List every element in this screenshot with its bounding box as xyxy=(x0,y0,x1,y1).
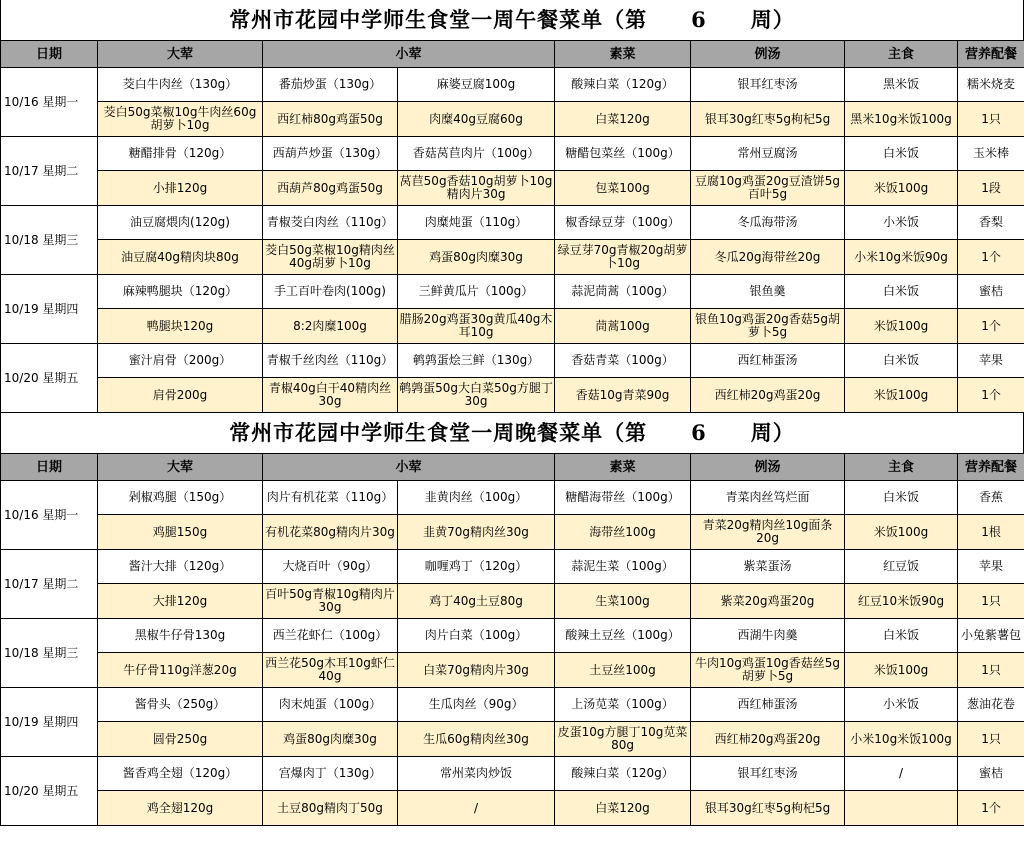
date-cell: 10/19 星期四 xyxy=(1,688,98,757)
side-meat-b-cell: 韭黄70g精肉丝30g xyxy=(398,515,555,550)
main-meat-cell: 剁椒鸡腿（150g） xyxy=(98,481,263,515)
side-meat-a-cell: 番茄炒蛋（130g） xyxy=(263,68,398,102)
soup-cell: 西红柿20g鸡蛋20g xyxy=(691,722,845,757)
main-meat-cell: 酱香鸡全翅（120g） xyxy=(98,757,263,791)
side-meat-b-cell: 常州菜肉炒饭 xyxy=(398,757,555,791)
nutrition-cell: 1个 xyxy=(958,378,1024,413)
side-meat-b-cell: 肉糜炖蛋（110g） xyxy=(398,206,555,240)
staple-cell: 小米10g米饭100g xyxy=(845,722,958,757)
side-meat-b-cell: 三鲜黄瓜片（100g） xyxy=(398,275,555,309)
menu-row xyxy=(1,309,1024,344)
soup-cell: 紫菜蛋汤 xyxy=(691,550,845,584)
vegetable-cell: 糖醋包菜丝（100g） xyxy=(555,137,691,171)
side-meat-b-cell: 生瓜肉丝（90g） xyxy=(398,688,555,722)
side-meat-b-cell: 麻婆豆腐100g xyxy=(398,68,555,102)
side-meat-b-cell: 肉片白菜（100g） xyxy=(398,619,555,653)
soup-cell: 银鱼10g鸡蛋20g香菇5g胡萝卜5g xyxy=(691,309,845,344)
header-soup: 例汤 xyxy=(691,454,845,481)
date-cell: 10/17 星期二 xyxy=(1,550,98,619)
soup-cell: 青菜肉丝笃烂面 xyxy=(691,481,845,515)
date-cell: 10/16 星期一 xyxy=(1,481,98,550)
vegetable-cell: 蒜泥生菜（100g） xyxy=(555,550,691,584)
side-meat-a-cell: 土豆80g精肉丁50g xyxy=(263,791,398,826)
vegetable-cell: 皮蛋10g方腿丁10g苋菜80g xyxy=(555,722,691,757)
main-meat-cell: 酱汁大排（120g） xyxy=(98,550,263,584)
nutrition-cell: 1只 xyxy=(958,722,1024,757)
staple-cell: 米饭100g xyxy=(845,378,958,413)
nutrition-cell: 1段 xyxy=(958,171,1024,206)
header-vegetable: 素菜 xyxy=(555,41,691,68)
lunch-table xyxy=(0,40,1024,413)
vegetable-cell: 香菇青菜（100g） xyxy=(555,344,691,378)
menu-row xyxy=(1,722,1024,757)
vegetable-cell: 酸辣白菜（120g） xyxy=(555,68,691,102)
side-meat-a-cell: 西兰花虾仁（100g） xyxy=(263,619,398,653)
menu-row xyxy=(1,344,1024,378)
nutrition-cell: 玉米棒 xyxy=(958,137,1024,171)
vegetable-cell: 糖醋海带丝（100g） xyxy=(555,481,691,515)
side-meat-b-cell: 鸡蛋80g肉糜30g xyxy=(398,240,555,275)
staple-cell: 白米饭 xyxy=(845,481,958,515)
soup-cell: 豆腐10g鸡蛋20g豆渣饼5g百叶5g xyxy=(691,171,845,206)
lunch-body xyxy=(1,68,1024,413)
side-meat-b-cell: / xyxy=(398,791,555,826)
staple-cell: 黑米10g米饭100g xyxy=(845,102,958,137)
side-meat-a-cell: 百叶50g青椒10g精肉片30g xyxy=(263,584,398,619)
date-cell: 10/19 星期四 xyxy=(1,275,98,344)
dinner-header-row xyxy=(1,454,1024,481)
nutrition-cell: 1只 xyxy=(958,653,1024,688)
nutrition-cell: 香梨 xyxy=(958,206,1024,240)
menu-row xyxy=(1,584,1024,619)
vegetable-cell: 土豆丝100g xyxy=(555,653,691,688)
nutrition-cell: 蜜桔 xyxy=(958,757,1024,791)
header-date: 日期 xyxy=(1,41,98,68)
main-meat-cell: 黑椒牛仔骨130g xyxy=(98,619,263,653)
nutrition-cell: 葱油花卷 xyxy=(958,688,1024,722)
menu-row xyxy=(1,171,1024,206)
nutrition-cell: 蜜桔 xyxy=(958,275,1024,309)
soup-cell: 银耳红枣汤 xyxy=(691,68,845,102)
dinner-body xyxy=(1,481,1024,826)
vegetable-cell: 白菜120g xyxy=(555,791,691,826)
nutrition-cell: 苹果 xyxy=(958,550,1024,584)
side-meat-a-cell: 西兰花50g木耳10g虾仁40g xyxy=(263,653,398,688)
staple-cell xyxy=(845,791,958,826)
soup-cell: 银耳30g红枣5g枸杞5g xyxy=(691,791,845,826)
vegetable-cell: 海带丝100g xyxy=(555,515,691,550)
side-meat-a-cell: 鸡蛋80g肉糜30g xyxy=(263,722,398,757)
soup-cell: 牛肉10g鸡蛋10g香菇丝5g胡萝卜5g xyxy=(691,653,845,688)
staple-cell: 小米饭 xyxy=(845,206,958,240)
main-meat-cell: 鸡全翅120g xyxy=(98,791,263,826)
soup-cell: 紫菜20g鸡蛋20g xyxy=(691,584,845,619)
staple-cell: 白米饭 xyxy=(845,344,958,378)
header-date: 日期 xyxy=(1,454,98,481)
soup-cell: 西红柿蛋汤 xyxy=(691,344,845,378)
menu-row xyxy=(1,688,1024,722)
side-meat-b-cell: 香菇莴苣肉片（100g） xyxy=(398,137,555,171)
side-meat-b-cell: 鸡丁40g土豆80g xyxy=(398,584,555,619)
header-staple: 主食 xyxy=(845,41,958,68)
vegetable-cell: 椒香绿豆芽（100g） xyxy=(555,206,691,240)
vegetable-cell: 上汤苋菜（100g） xyxy=(555,688,691,722)
staple-cell: 红豆饭 xyxy=(845,550,958,584)
soup-cell: 西红柿20g鸡蛋20g xyxy=(691,378,845,413)
side-meat-a-cell: 西葫芦80g鸡蛋50g xyxy=(263,171,398,206)
staple-cell: 红豆10米饭90g xyxy=(845,584,958,619)
lunch-title: 常州市花园中学师生食堂一周午餐菜单（第 6 周） xyxy=(0,0,1024,40)
date-cell: 10/18 星期三 xyxy=(1,619,98,688)
main-meat-cell: 牛仔骨110g洋葱20g xyxy=(98,653,263,688)
main-meat-cell: 麻辣鸭腿块（120g） xyxy=(98,275,263,309)
soup-cell: 银耳30g红枣5g枸杞5g xyxy=(691,102,845,137)
date-cell: 10/20 星期五 xyxy=(1,757,98,826)
main-meat-cell: 茭白牛肉丝（130g） xyxy=(98,68,263,102)
header-main-meat: 大荤 xyxy=(98,41,263,68)
staple-cell: 白米饭 xyxy=(845,619,958,653)
soup-cell: 西湖牛肉羹 xyxy=(691,619,845,653)
side-meat-b-cell: 莴苣50g香菇10g胡萝卜10g精肉片30g xyxy=(398,171,555,206)
menu-row xyxy=(1,515,1024,550)
side-meat-b-cell: 肉糜40g豆腐60g xyxy=(398,102,555,137)
staple-cell: 小米10g米饭90g xyxy=(845,240,958,275)
dinner-title: 常州市花园中学师生食堂一周晚餐菜单（第 6 周） xyxy=(0,413,1024,453)
menu-row xyxy=(1,240,1024,275)
header-soup: 例汤 xyxy=(691,41,845,68)
side-meat-a-cell: 青椒茭白肉丝（110g） xyxy=(263,206,398,240)
soup-cell: 银耳红枣汤 xyxy=(691,757,845,791)
menu-row xyxy=(1,619,1024,653)
menu-row xyxy=(1,68,1024,102)
soup-cell: 青菜20g精肉丝10g面条20g xyxy=(691,515,845,550)
soup-cell: 常州豆腐汤 xyxy=(691,137,845,171)
main-meat-cell: 蜜汁肩骨（200g） xyxy=(98,344,263,378)
main-meat-cell: 鸡腿150g xyxy=(98,515,263,550)
vegetable-cell: 酸辣土豆丝（100g） xyxy=(555,619,691,653)
nutrition-cell: 1只 xyxy=(958,102,1024,137)
side-meat-a-cell: 手工百叶卷肉(100g) xyxy=(263,275,398,309)
lunch-header-row xyxy=(1,41,1024,68)
vegetable-cell: 包菜100g xyxy=(555,171,691,206)
menu-row xyxy=(1,550,1024,584)
side-meat-b-cell: 生瓜60g精肉丝30g xyxy=(398,722,555,757)
main-meat-cell: 酱骨头（250g） xyxy=(98,688,263,722)
dinner-table xyxy=(0,453,1024,826)
main-meat-cell: 茭白50g菜椒10g牛肉丝60g胡萝卜10g xyxy=(98,102,263,137)
header-side-meat: 小荤 xyxy=(263,454,555,481)
nutrition-cell: 小兔紫薯包 xyxy=(958,619,1024,653)
date-cell: 10/18 星期三 xyxy=(1,206,98,275)
staple-cell: 白米饭 xyxy=(845,137,958,171)
side-meat-a-cell: 青椒40g白干40精肉丝30g xyxy=(263,378,398,413)
vegetable-cell: 生菜100g xyxy=(555,584,691,619)
soup-cell: 冬瓜海带汤 xyxy=(691,206,845,240)
menu-row xyxy=(1,137,1024,171)
staple-cell: 米饭100g xyxy=(845,515,958,550)
soup-cell: 冬瓜20g海带丝20g xyxy=(691,240,845,275)
menu-row xyxy=(1,791,1024,826)
main-meat-cell: 圆骨250g xyxy=(98,722,263,757)
menu-row xyxy=(1,275,1024,309)
vegetable-cell: 酸辣白菜（120g） xyxy=(555,757,691,791)
staple-cell: 米饭100g xyxy=(845,653,958,688)
side-meat-a-cell: 茭白50g菜椒10g精肉丝40g胡萝卜10g xyxy=(263,240,398,275)
main-meat-cell: 小排120g xyxy=(98,171,263,206)
staple-cell: / xyxy=(845,757,958,791)
nutrition-cell: 苹果 xyxy=(958,344,1024,378)
side-meat-a-cell: 肉末炖蛋（100g） xyxy=(263,688,398,722)
side-meat-b-cell: 腊肠20g鸡蛋30g黄瓜40g木耳10g xyxy=(398,309,555,344)
vegetable-cell: 蒜泥茼蒿（100g） xyxy=(555,275,691,309)
vegetable-cell: 绿豆芽70g青椒20g胡萝卜10g xyxy=(555,240,691,275)
side-meat-a-cell: 青椒千丝肉丝（110g） xyxy=(263,344,398,378)
main-meat-cell: 油豆腐40g精肉块80g xyxy=(98,240,263,275)
side-meat-a-cell: 肉片有机花菜（110g） xyxy=(263,481,398,515)
side-meat-a-cell: 8:2肉糜100g xyxy=(263,309,398,344)
date-cell: 10/17 星期二 xyxy=(1,137,98,206)
nutrition-cell: 香蕉 xyxy=(958,481,1024,515)
header-main-meat: 大荤 xyxy=(98,454,263,481)
menu-row xyxy=(1,102,1024,137)
nutrition-cell: 1根 xyxy=(958,515,1024,550)
side-meat-a-cell: 有机花菜80g精肉片30g xyxy=(263,515,398,550)
header-side-meat: 小荤 xyxy=(263,41,555,68)
nutrition-cell: 糯米烧麦 xyxy=(958,68,1024,102)
side-meat-b-cell: 咖喱鸡丁（120g） xyxy=(398,550,555,584)
menu-row xyxy=(1,757,1024,791)
staple-cell: 白米饭 xyxy=(845,275,958,309)
nutrition-cell: 1个 xyxy=(958,309,1024,344)
nutrition-cell: 1个 xyxy=(958,791,1024,826)
side-meat-a-cell: 西葫芦炒蛋（130g） xyxy=(263,137,398,171)
menu-row xyxy=(1,206,1024,240)
nutrition-cell: 1个 xyxy=(958,240,1024,275)
menu-row xyxy=(1,378,1024,413)
vegetable-cell: 香菇10g青菜90g xyxy=(555,378,691,413)
main-meat-cell: 肩骨200g xyxy=(98,378,263,413)
main-meat-cell: 油豆腐煨肉(120g) xyxy=(98,206,263,240)
staple-cell: 米饭100g xyxy=(845,309,958,344)
header-vegetable: 素菜 xyxy=(555,454,691,481)
main-meat-cell: 大排120g xyxy=(98,584,263,619)
staple-cell: 米饭100g xyxy=(845,171,958,206)
staple-cell: 小米饭 xyxy=(845,688,958,722)
side-meat-a-cell: 西红柿80g鸡蛋50g xyxy=(263,102,398,137)
vegetable-cell: 茼蒿100g xyxy=(555,309,691,344)
staple-cell: 黑米饭 xyxy=(845,68,958,102)
header-staple: 主食 xyxy=(845,454,958,481)
header-nutrition: 营养配餐 xyxy=(958,454,1024,481)
side-meat-a-cell: 宫爆肉丁（130g） xyxy=(263,757,398,791)
date-cell: 10/16 星期一 xyxy=(1,68,98,137)
side-meat-a-cell: 大烧百叶（90g） xyxy=(263,550,398,584)
side-meat-b-cell: 鹌鹑蛋50g大白菜50g方腿丁30g xyxy=(398,378,555,413)
vegetable-cell: 白菜120g xyxy=(555,102,691,137)
soup-cell: 银鱼羹 xyxy=(691,275,845,309)
main-meat-cell: 鸭腿块120g xyxy=(98,309,263,344)
menu-row xyxy=(1,653,1024,688)
side-meat-b-cell: 韭黄肉丝（100g） xyxy=(398,481,555,515)
main-meat-cell: 糖醋排骨（120g） xyxy=(98,137,263,171)
nutrition-cell: 1只 xyxy=(958,584,1024,619)
menu-row xyxy=(1,481,1024,515)
date-cell: 10/20 星期五 xyxy=(1,344,98,413)
soup-cell: 西红柿蛋汤 xyxy=(691,688,845,722)
header-nutrition: 营养配餐 xyxy=(958,41,1024,68)
side-meat-b-cell: 鹌鹑蛋烩三鲜（130g） xyxy=(398,344,555,378)
side-meat-b-cell: 白菜70g精肉片30g xyxy=(398,653,555,688)
